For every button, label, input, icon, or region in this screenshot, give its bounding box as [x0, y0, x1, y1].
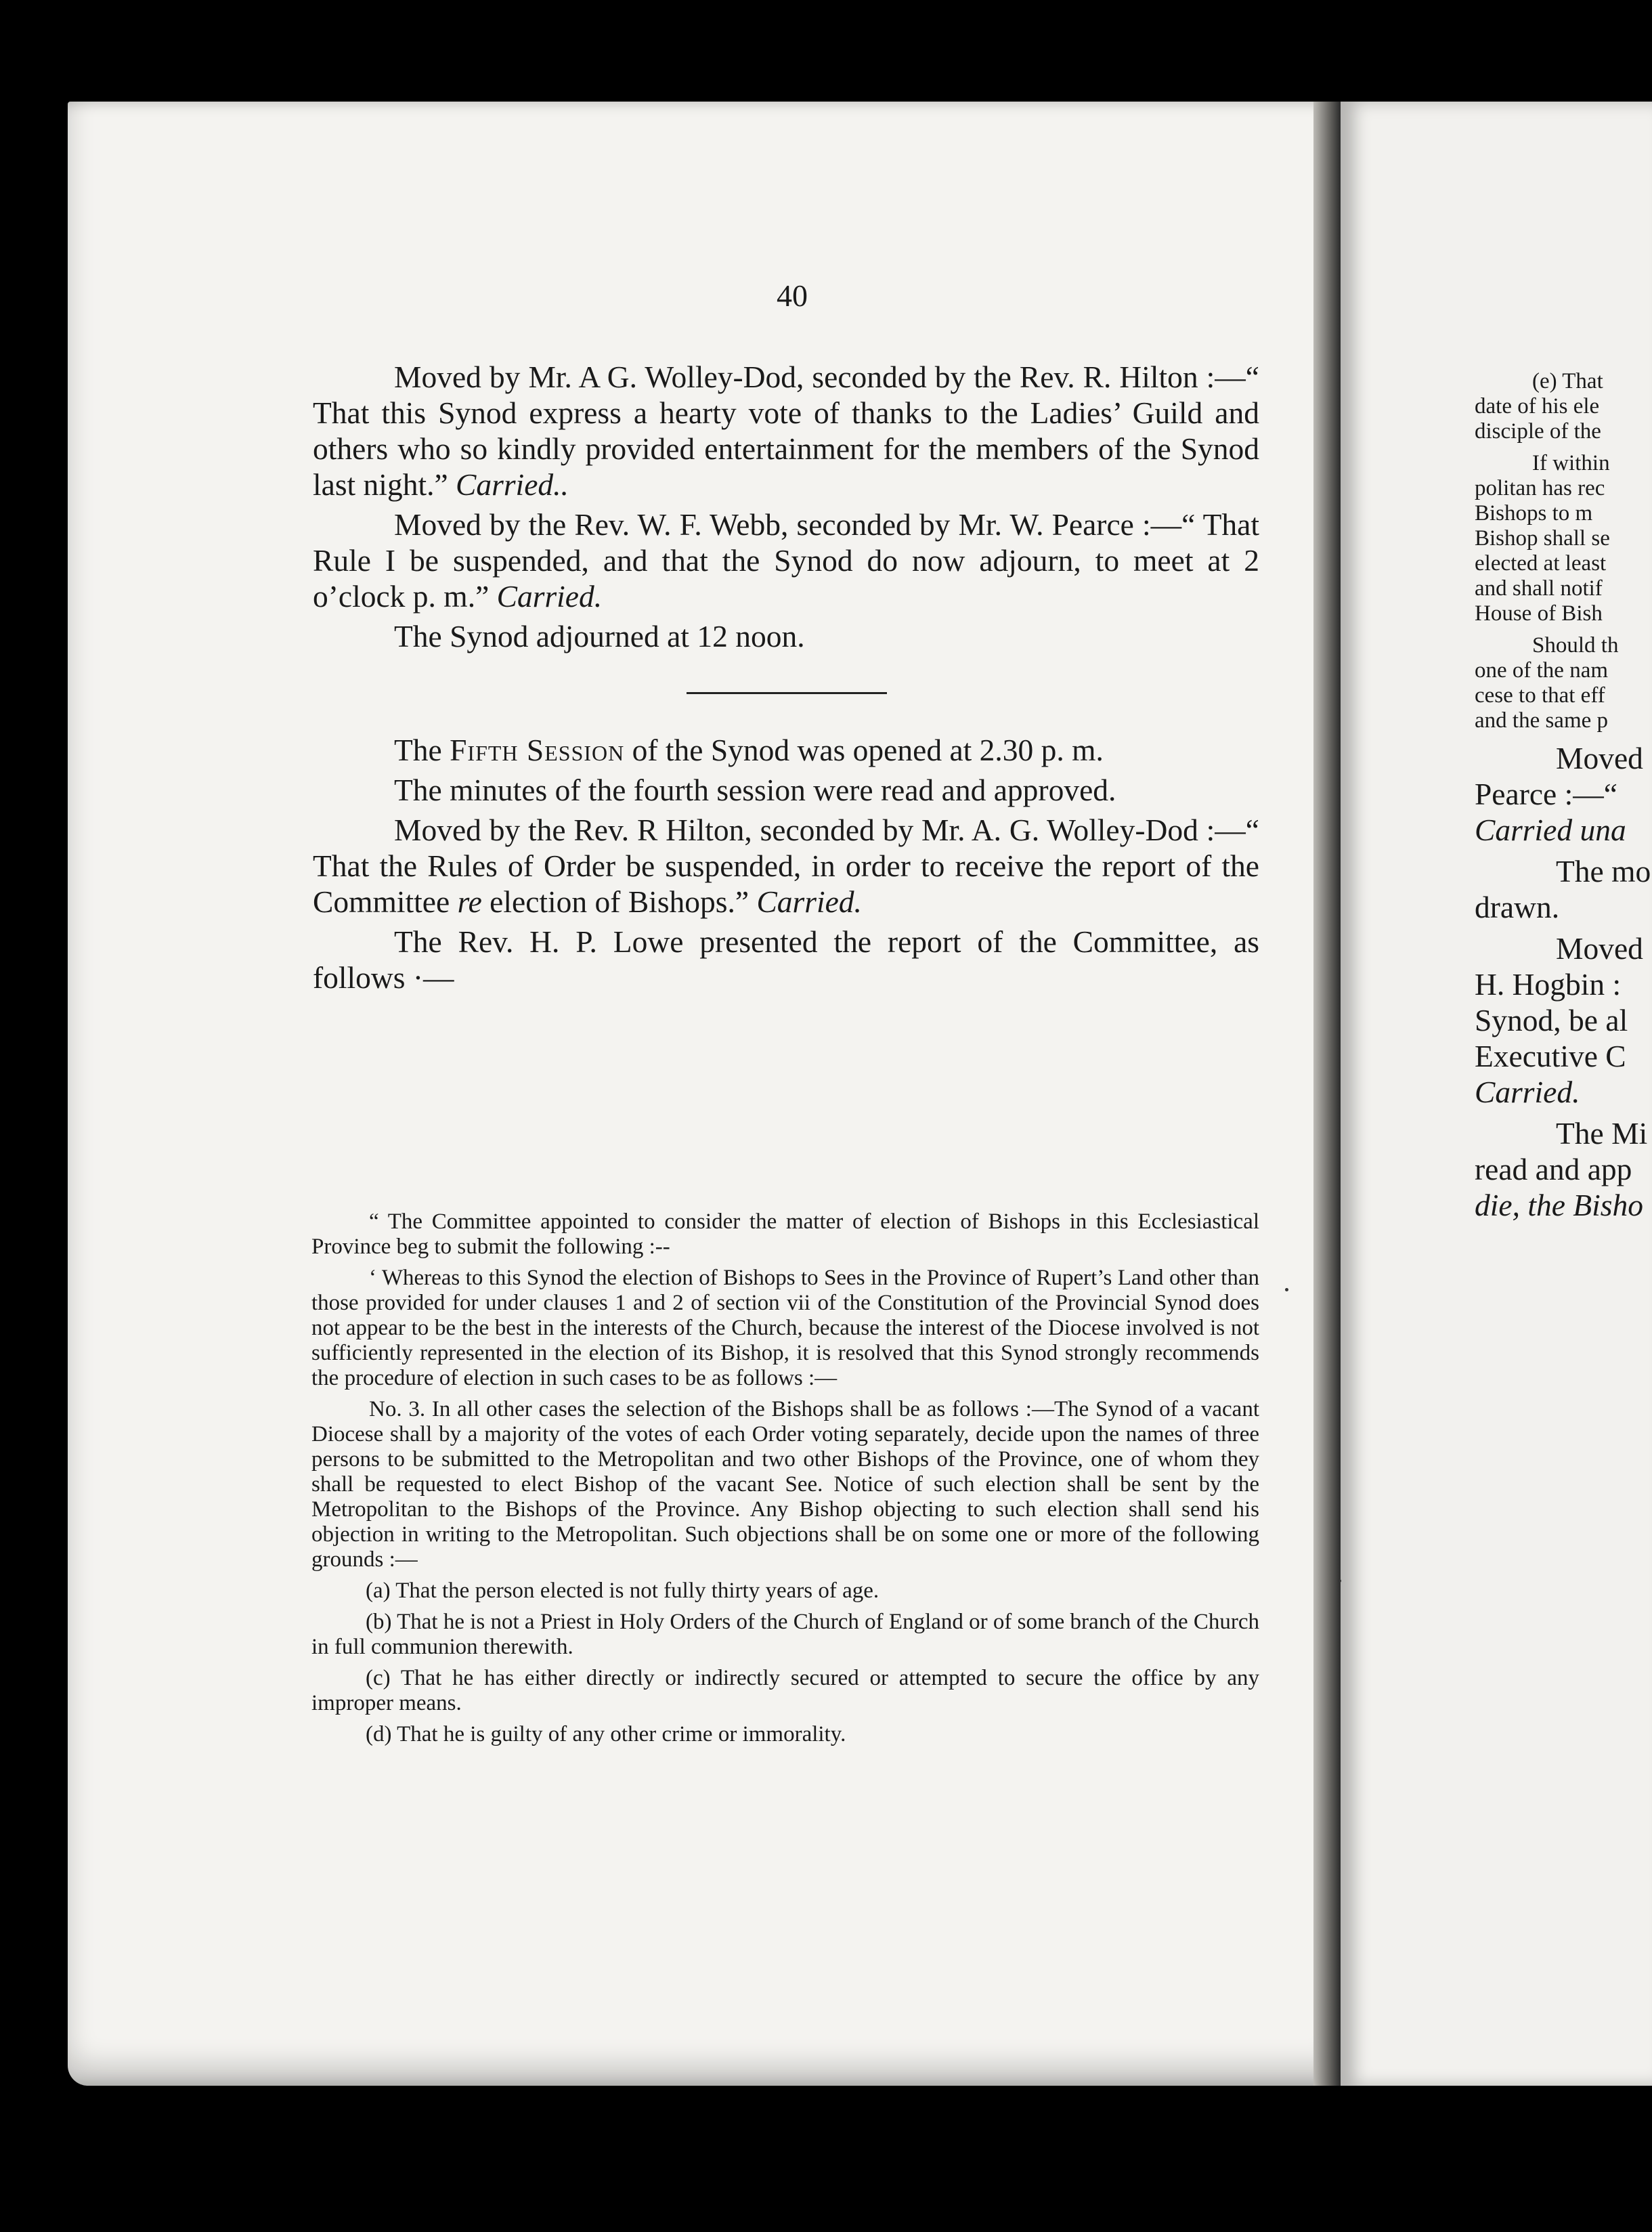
- verdict-carried: Carried.: [496, 579, 603, 614]
- report-paragraph: No. 3. In all other cases the selection of the Bishops shall be as follows :—The Synod of a vacant Diocese shall by a majority of the votes of each Order voting separately, decide upon the names of three persons to be submitted to the Metropolitan and two other Bishops of the Province, one of whom they shall be requested to elect Bishop of the vacant See. Notice of such election shall be sent by the Metropolitan to the Bishops of the Province. Any Bishop objecting to such election shall send his objection in writing to the Metropolitan. Such objections shall be on some one or more of the following grounds :—: [311, 1397, 1259, 1572]
- report-paragraph: “ The Committee appointed to consider the matter of election of Bishops in this Ecclesiastical Province beg to submit the following :--: [311, 1209, 1259, 1259]
- main-text: [313, 359, 1259, 995]
- report-paragraph: ‘ Whereas to this Synod the election of Bishops to Sees in the Province of Rupert’s Land other than those provided for under clauses 1 and 2 of section vii of the Constitution of the Provincial Synod does not appear to be the best in the interests of the Church, because the interest of the Diocese involved is not sufficiently represented in the election of its Bishop, it is resolved that this Synod strongly recommends the procedure of election in such cases to be as follows :—: [311, 1266, 1259, 1390]
- paragraph-report-intro: The Rev. H. P. Lowe presented the report of the Committee, as follows ·—: [313, 924, 1259, 995]
- report-item-a: (a) That the person elected is not fully thirty years of age.: [366, 1579, 879, 1603]
- right-small-block: (e) That date of his ele disciple of the If within politan has rec Bishops to m Bishop shall se elected at least and shall notif House of Bish Should th one of the nam cese to that eff and the same p: [1475, 369, 1619, 733]
- report-item-d: (d) That he is guilty of any other crime or immorality.: [366, 1722, 846, 1746]
- paper-speck: [1338, 1579, 1341, 1583]
- right-large-block: Moved Pearce :—“ Carried una The mo drawn. Moved H. Hogbin : Synod, be al Executive C Carried. The Mi read and app die, the Bisho: [1475, 741, 1651, 1222]
- report-item-c: (c) That he has either directly or indirectly secured or attempted to secure the office by any improper means.: [311, 1666, 1259, 1715]
- paragraph-vote-of-thanks: Moved by Mr. A G. Wolley-Dod, seconded by the Rev. R. Hilton :—“ That this Synod express a hearty vote of thanks to the Ladies’ Guild and others who so kindly provided entertainment for the members of the Synod last night.” Carried..: [313, 360, 1259, 502]
- verdict-carried: Carried..: [456, 467, 569, 502]
- verdict-carried: Carried.: [756, 884, 862, 919]
- committee-report: [311, 1209, 1259, 1753]
- paragraph-fifth-session: The Fifth Session of the Synod was opened at 2.30 p. m.: [394, 733, 1104, 767]
- paragraph-adjourn-motion: Moved by the Rev. W. F. Webb, seconded by Mr. W. Pearce :—“ That Rule I be suspended, and that the Synod do now adjourn, to meet at 2 o’clock p. m.” Carried.: [313, 507, 1259, 614]
- session-name: Fifth Session: [450, 733, 625, 767]
- book-gutter: [1313, 102, 1341, 2086]
- page-number: 40: [777, 278, 808, 313]
- report-item-b: (b) That he is not a Priest in Holy Orders of the Church of England or of some branch of the Church in full communion therewith.: [311, 1610, 1259, 1659]
- paragraph-adjourned: The Synod adjourned at 12 noon.: [394, 619, 805, 653]
- paragraph-suspend-rules: Moved by the Rev. R Hilton, seconded by Mr. A. G. Wolley-Dod :—“ That the Rules of Order be suspended, in order to receive the report of the Committee re election of Bishops.” Carried.: [313, 813, 1259, 919]
- paper-speck: [1285, 1288, 1288, 1291]
- right-page-text: [1475, 369, 1652, 1228]
- section-divider: [687, 692, 887, 694]
- paragraph-minutes: The minutes of the fourth session were read and approved.: [394, 773, 1116, 807]
